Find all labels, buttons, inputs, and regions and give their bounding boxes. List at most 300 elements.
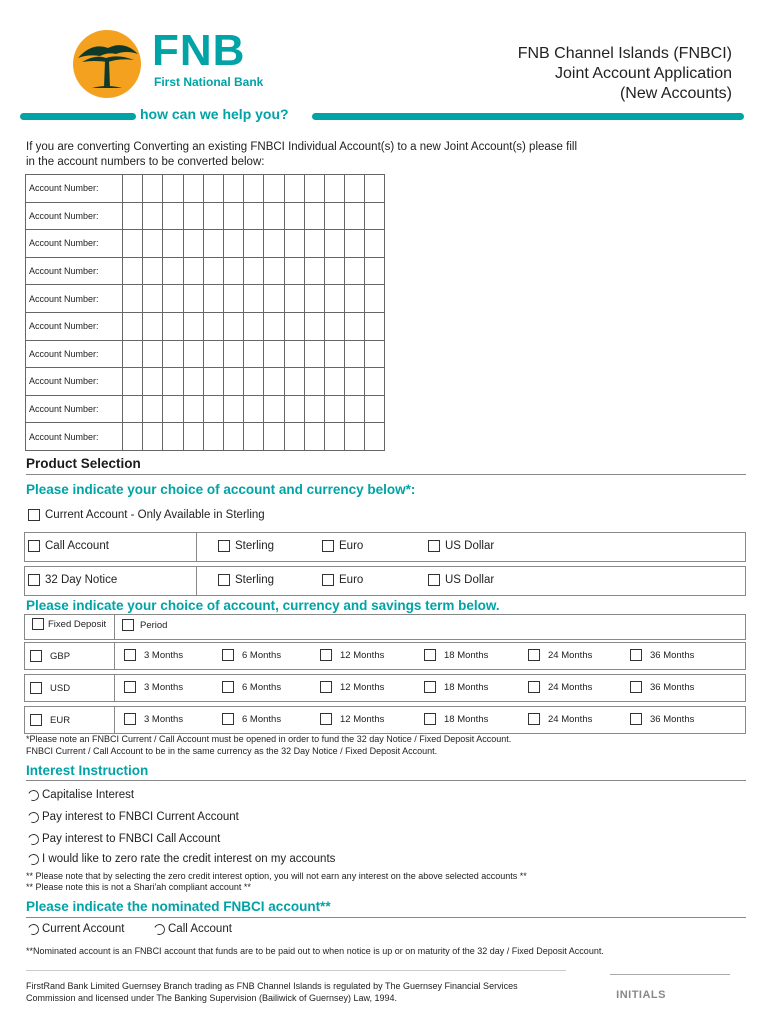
account-number-row	[26, 257, 385, 285]
savings-currency-option[interactable]	[30, 714, 70, 726]
account-digit-cell[interactable]	[284, 175, 304, 203]
call-usd-option[interactable]	[428, 540, 494, 552]
savings-term-option[interactable]	[222, 649, 281, 661]
checkbox[interactable]	[30, 682, 42, 694]
account-digit-cell[interactable]	[345, 423, 365, 451]
title-line-2: Joint Account Application	[554, 65, 732, 82]
account-digit-cell[interactable]	[143, 175, 163, 203]
period-option[interactable]	[122, 619, 167, 631]
checkbox[interactable]	[320, 713, 332, 725]
option-label: Call Account	[45, 540, 109, 552]
account-digit-cell[interactable]	[345, 312, 365, 340]
logo-subtext: First National Bank	[154, 75, 264, 89]
option-label: USD	[50, 682, 71, 694]
account-digit-cell[interactable]	[143, 423, 163, 451]
option-label: 32 Day Notice	[45, 574, 118, 586]
account-digit-cell[interactable]	[345, 368, 365, 396]
account-digit-cell[interactable]	[183, 312, 203, 340]
account-digit-cell[interactable]	[223, 175, 243, 203]
interest-heading: Interest Instruction	[26, 763, 149, 778]
account-digit-cell[interactable]	[183, 395, 203, 423]
account-digit-cell[interactable]	[183, 202, 203, 230]
account-digit-cell[interactable]	[143, 340, 163, 368]
account-digit-cell[interactable]	[203, 368, 223, 396]
divider	[196, 566, 197, 596]
account-digit-cell[interactable]	[123, 368, 143, 396]
radio-button[interactable]	[26, 788, 40, 802]
account-digit-cell[interactable]	[284, 202, 304, 230]
account-digit-cell[interactable]	[183, 257, 203, 285]
account-digit-cell[interactable]	[345, 230, 365, 258]
account-digit-cell[interactable]	[123, 230, 143, 258]
option-label: Sterling	[235, 574, 274, 586]
account-digit-cell[interactable]	[244, 368, 264, 396]
savings-term-option[interactable]	[424, 713, 488, 725]
option-label: 12 Months	[340, 649, 385, 661]
account-digit-cell[interactable]	[264, 285, 284, 313]
tagline: how can we help you?	[140, 106, 289, 122]
checkbox[interactable]	[528, 681, 540, 693]
option-label: 3 Months	[144, 713, 184, 725]
account-digit-cell[interactable]	[223, 230, 243, 258]
savings-note-2: FNBCI Current / Call Account to be in the same currency as the 32 Day Notice / Fixed Deposit Account.	[26, 746, 438, 756]
checkbox[interactable]	[320, 681, 332, 693]
checkbox[interactable]	[124, 649, 136, 661]
account-digit-cell[interactable]	[284, 257, 304, 285]
account-digit-cell[interactable]	[324, 285, 344, 313]
radio-button[interactable]	[26, 852, 40, 866]
account-digit-cell[interactable]	[304, 230, 324, 258]
checkbox[interactable]	[528, 649, 540, 661]
divider	[26, 970, 566, 971]
account-digit-cell[interactable]	[203, 312, 223, 340]
account-number-row	[26, 368, 385, 396]
fixed-deposit-option[interactable]	[32, 618, 106, 630]
savings-term-option[interactable]	[528, 713, 592, 725]
divider	[26, 780, 746, 781]
account-number-label: Account Number:	[26, 175, 123, 203]
product-subheading: Please indicate your choice of account and currency below*:	[26, 482, 416, 497]
savings-term-option[interactable]	[630, 681, 694, 693]
account-digit-cell[interactable]	[264, 368, 284, 396]
account-digit-cell[interactable]	[203, 340, 223, 368]
fnb-logo	[72, 28, 292, 100]
account-digit-cell[interactable]	[123, 175, 143, 203]
account-digit-cell[interactable]	[284, 340, 304, 368]
account-digit-cell[interactable]	[264, 312, 284, 340]
nominated-current-option[interactable]	[28, 923, 124, 935]
checkbox[interactable]	[222, 649, 234, 661]
savings-heading: Please indicate your choice of account, currency and savings term below.	[26, 598, 500, 613]
account-number-label: Account Number:	[26, 257, 123, 285]
account-number-row	[26, 230, 385, 258]
option-label: Sterling	[235, 540, 274, 552]
checkbox[interactable]	[28, 574, 40, 586]
account-number-label: Account Number:	[26, 230, 123, 258]
option-label: US Dollar	[445, 540, 495, 552]
account-digit-cell[interactable]	[345, 175, 365, 203]
checkbox[interactable]	[428, 574, 440, 586]
account-digit-cell[interactable]	[244, 395, 264, 423]
account-digit-cell[interactable]	[223, 285, 243, 313]
account-digit-cell[interactable]	[163, 257, 183, 285]
account-number-label: Account Number:	[26, 395, 123, 423]
account-digit-cell[interactable]	[365, 175, 385, 203]
call-account-option[interactable]	[28, 540, 109, 552]
interest-note-2: ** Please note this is not a Shari'ah compliant account **	[26, 882, 251, 892]
account-number-label: Account Number:	[26, 285, 123, 313]
savings-term-option[interactable]	[630, 713, 694, 725]
option-label: 18 Months	[444, 681, 489, 693]
savings-term-option[interactable]	[424, 649, 488, 661]
account-digit-cell[interactable]	[284, 423, 304, 451]
option-label: Pay interest to FNBCI Call Account	[42, 833, 221, 845]
checkbox[interactable]	[630, 649, 642, 661]
account-digit-cell[interactable]	[223, 312, 243, 340]
account-digit-cell[interactable]	[244, 257, 264, 285]
notice-account-row	[24, 566, 746, 596]
account-digit-cell[interactable]	[244, 175, 264, 203]
option-label: 36 Months	[650, 649, 695, 661]
account-digit-cell[interactable]	[284, 368, 304, 396]
checkbox[interactable]	[32, 618, 44, 630]
account-digit-cell[interactable]	[143, 257, 163, 285]
account-digit-cell[interactable]	[304, 312, 324, 340]
account-digit-cell[interactable]	[163, 368, 183, 396]
account-digit-cell[interactable]	[345, 340, 365, 368]
radio-button[interactable]	[26, 810, 40, 824]
account-digit-cell[interactable]	[143, 312, 163, 340]
interest-note-1: ** Please note that by selecting the zero credit interest option, you will not earn any interest on the above selected accounts **	[26, 871, 527, 881]
account-digit-cell[interactable]	[244, 312, 264, 340]
account-digit-cell[interactable]	[304, 202, 324, 230]
account-digit-cell[interactable]	[324, 395, 344, 423]
product-selection-heading: Product Selection	[26, 456, 141, 471]
footer-line-1: FirstRand Bank Limited Guernsey Branch trading as FNB Channel Islands is regulated by The Guernsey Financial Services	[26, 981, 518, 991]
account-digit-cell[interactable]	[123, 340, 143, 368]
account-digit-cell[interactable]	[223, 257, 243, 285]
account-digit-cell[interactable]	[223, 423, 243, 451]
account-digit-cell[interactable]	[183, 340, 203, 368]
notice-account-option[interactable]	[28, 574, 117, 586]
account-digit-cell[interactable]	[163, 230, 183, 258]
account-number-row	[26, 285, 385, 313]
account-digit-cell[interactable]	[304, 285, 324, 313]
account-digit-cell[interactable]	[183, 285, 203, 313]
divider	[114, 706, 115, 734]
account-digit-cell[interactable]	[304, 340, 324, 368]
account-digit-cell[interactable]	[304, 175, 324, 203]
option-label: 24 Months	[548, 713, 593, 725]
call-euro-option[interactable]	[322, 540, 363, 552]
option-label: 36 Months	[650, 681, 695, 693]
savings-term-option[interactable]	[320, 681, 384, 693]
account-digit-cell[interactable]	[345, 285, 365, 313]
nominated-heading: Please indicate the nominated FNBCI account**	[26, 899, 331, 914]
savings-term-option[interactable]	[320, 649, 384, 661]
account-digit-cell[interactable]	[365, 423, 385, 451]
checkbox[interactable]	[30, 650, 42, 662]
account-digit-cell[interactable]	[183, 368, 203, 396]
intro-text	[26, 140, 646, 170]
account-digit-cell[interactable]	[123, 312, 143, 340]
title-line-1: FNB Channel Islands (FNBCI)	[517, 45, 732, 62]
checkbox[interactable]	[428, 540, 440, 552]
savings-term-option[interactable]	[528, 649, 592, 661]
account-digit-cell[interactable]	[304, 395, 324, 423]
account-digit-cell[interactable]	[123, 395, 143, 423]
account-digit-cell[interactable]	[264, 175, 284, 203]
account-number-row	[26, 312, 385, 340]
radio-button[interactable]	[152, 922, 166, 936]
option-label: Call Account	[168, 923, 232, 935]
account-digit-cell[interactable]	[264, 340, 284, 368]
checkbox[interactable]	[122, 619, 134, 631]
account-digit-cell[interactable]	[345, 202, 365, 230]
account-digit-cell[interactable]	[284, 312, 304, 340]
account-digit-cell[interactable]	[284, 285, 304, 313]
savings-term-option[interactable]	[222, 681, 281, 693]
account-number-row	[26, 395, 385, 423]
option-label: 6 Months	[242, 681, 282, 693]
checkbox[interactable]	[222, 713, 234, 725]
account-digit-cell[interactable]	[365, 202, 385, 230]
savings-term-option[interactable]	[124, 681, 183, 693]
intro-line-1: If you are converting Converting an existing FNBCI Individual Account(s) to a new Joint Account(s) please fill	[26, 141, 577, 153]
account-digit-cell[interactable]	[264, 230, 284, 258]
notice-euro-option[interactable]	[322, 574, 363, 586]
intro-line-2: in the account numbers to be converted below:	[26, 156, 265, 168]
account-digit-cell[interactable]	[284, 230, 304, 258]
option-label: Pay interest to FNBCI Current Account	[42, 811, 239, 823]
radio-button[interactable]	[26, 832, 40, 846]
interest-option[interactable]	[28, 833, 220, 845]
form-title	[518, 44, 732, 104]
option-label: 18 Months	[444, 649, 489, 661]
nominated-note: **Nominated account is an FNBCI account that funds are to be paid out to when notice is up or on maturity of the 32 day / Fixed Deposit Account.	[26, 946, 604, 956]
savings-term-option[interactable]	[320, 713, 384, 725]
account-number-label: Account Number:	[26, 368, 123, 396]
account-digit-cell[interactable]	[143, 202, 163, 230]
checkbox[interactable]	[322, 574, 334, 586]
interest-option[interactable]	[28, 853, 335, 865]
savings-term-option[interactable]	[222, 713, 281, 725]
account-digit-cell[interactable]	[324, 257, 344, 285]
account-digit-cell[interactable]	[264, 423, 284, 451]
checkbox[interactable]	[528, 713, 540, 725]
account-digit-cell[interactable]	[223, 395, 243, 423]
savings-currency-option[interactable]	[30, 682, 70, 694]
checkbox[interactable]	[424, 713, 436, 725]
account-digit-cell[interactable]	[365, 368, 385, 396]
account-digit-cell[interactable]	[143, 368, 163, 396]
account-digit-cell[interactable]	[365, 230, 385, 258]
option-label: 6 Months	[242, 649, 282, 661]
checkbox[interactable]	[320, 649, 332, 661]
account-digit-cell[interactable]	[264, 202, 284, 230]
account-number-label: Account Number:	[26, 202, 123, 230]
account-digit-cell[interactable]	[143, 285, 163, 313]
checkbox[interactable]	[218, 574, 230, 586]
checkbox[interactable]	[218, 540, 230, 552]
divider	[114, 674, 115, 702]
account-digit-cell[interactable]	[183, 230, 203, 258]
option-label: 18 Months	[444, 713, 489, 725]
account-digit-cell[interactable]	[304, 257, 324, 285]
account-digit-cell[interactable]	[345, 395, 365, 423]
account-number-row	[26, 340, 385, 368]
account-digit-cell[interactable]	[223, 340, 243, 368]
savings-currency-option[interactable]	[30, 650, 70, 662]
account-digit-cell[interactable]	[223, 368, 243, 396]
footer-line-2: Commission and licensed under The Banking Supervision (Bailiwick of Guernsey) Law, 1994.	[26, 993, 398, 1003]
header-band-right	[312, 113, 744, 120]
account-number-row	[26, 202, 385, 230]
account-digit-cell[interactable]	[203, 423, 223, 451]
account-digit-cell[interactable]	[163, 423, 183, 451]
account-digit-cell[interactable]	[183, 175, 203, 203]
account-number-grid	[25, 174, 385, 451]
checkbox[interactable]	[30, 714, 42, 726]
account-digit-cell[interactable]	[163, 312, 183, 340]
account-digit-cell[interactable]	[203, 175, 223, 203]
account-digit-cell[interactable]	[324, 230, 344, 258]
checkbox[interactable]	[424, 681, 436, 693]
account-digit-cell[interactable]	[163, 285, 183, 313]
interest-option[interactable]	[28, 811, 239, 823]
account-digit-cell[interactable]	[324, 312, 344, 340]
account-digit-cell[interactable]	[203, 285, 223, 313]
account-digit-cell[interactable]	[284, 395, 304, 423]
option-label: Euro	[339, 574, 364, 586]
title-line-3: (New Accounts)	[619, 85, 732, 102]
account-digit-cell[interactable]	[163, 202, 183, 230]
account-digit-cell[interactable]	[365, 285, 385, 313]
option-label: Euro	[339, 540, 364, 552]
account-digit-cell[interactable]	[324, 423, 344, 451]
account-digit-cell[interactable]	[203, 257, 223, 285]
interest-option[interactable]	[28, 789, 134, 801]
notice-usd-option[interactable]	[428, 574, 494, 586]
option-label: 24 Months	[548, 649, 593, 661]
savings-note-1: *Please note an FNBCI Current / Call Account must be opened in order to fund the 32 day Notice / Fixed Deposit Account.	[26, 734, 512, 744]
checkbox[interactable]	[28, 509, 40, 521]
savings-term-option[interactable]	[124, 713, 183, 725]
option-label: 3 Months	[144, 681, 184, 693]
account-digit-cell[interactable]	[203, 230, 223, 258]
option-label: I would like to zero rate the credit interest on my accounts	[42, 853, 336, 865]
account-digit-cell[interactable]	[163, 340, 183, 368]
account-digit-cell[interactable]	[324, 202, 344, 230]
account-digit-cell[interactable]	[244, 230, 264, 258]
account-number-label: Account Number:	[26, 340, 123, 368]
checkbox[interactable]	[630, 681, 642, 693]
account-digit-cell[interactable]	[244, 202, 264, 230]
account-digit-cell[interactable]	[143, 395, 163, 423]
account-digit-cell[interactable]	[203, 395, 223, 423]
account-digit-cell[interactable]	[324, 175, 344, 203]
account-digit-cell[interactable]	[123, 423, 143, 451]
account-digit-cell[interactable]	[365, 257, 385, 285]
savings-term-option[interactable]	[124, 649, 183, 661]
account-digit-cell[interactable]	[264, 257, 284, 285]
account-digit-cell[interactable]	[264, 395, 284, 423]
initials-label: INITIALS	[616, 989, 666, 1001]
account-digit-cell[interactable]	[304, 368, 324, 396]
option-label: 36 Months	[650, 713, 695, 725]
account-digit-cell[interactable]	[365, 312, 385, 340]
checkbox[interactable]	[124, 713, 136, 725]
option-label: Current Account	[42, 923, 125, 935]
savings-term-option[interactable]	[528, 681, 592, 693]
account-digit-cell[interactable]	[123, 285, 143, 313]
option-label: Period	[140, 619, 168, 631]
account-digit-cell[interactable]	[163, 175, 183, 203]
option-label: 12 Months	[340, 713, 385, 725]
checkbox[interactable]	[424, 649, 436, 661]
nominated-call-option[interactable]	[154, 923, 232, 935]
checkbox[interactable]	[630, 713, 642, 725]
account-digit-cell[interactable]	[123, 257, 143, 285]
account-digit-cell[interactable]	[324, 340, 344, 368]
divider	[114, 614, 115, 640]
current-account-option[interactable]	[28, 509, 265, 521]
savings-term-option[interactable]	[630, 649, 694, 661]
checkbox[interactable]	[322, 540, 334, 552]
account-digit-cell[interactable]	[365, 395, 385, 423]
notice-sterling-option[interactable]	[218, 574, 274, 586]
option-label: 6 Months	[242, 713, 282, 725]
account-digit-cell[interactable]	[304, 423, 324, 451]
account-digit-cell[interactable]	[244, 340, 264, 368]
option-label: Capitalise Interest	[42, 789, 135, 801]
account-digit-cell[interactable]	[163, 395, 183, 423]
option-label: 3 Months	[144, 649, 184, 661]
account-digit-cell[interactable]	[183, 423, 203, 451]
checkbox[interactable]	[28, 540, 40, 552]
header-band-left	[20, 113, 136, 120]
account-digit-cell[interactable]	[365, 340, 385, 368]
checkbox[interactable]	[222, 681, 234, 693]
account-digit-cell[interactable]	[345, 257, 365, 285]
radio-button[interactable]	[26, 922, 40, 936]
option-label: GBP	[50, 650, 71, 662]
account-number-row	[26, 423, 385, 451]
account-digit-cell[interactable]	[324, 368, 344, 396]
account-number-label: Account Number:	[26, 423, 123, 451]
divider	[26, 474, 746, 475]
account-digit-cell[interactable]	[203, 202, 223, 230]
account-digit-cell[interactable]	[123, 202, 143, 230]
call-account-row	[24, 532, 746, 562]
option-label: 12 Months	[340, 681, 385, 693]
divider	[196, 532, 197, 562]
option-label: EUR	[50, 714, 71, 726]
checkbox[interactable]	[124, 681, 136, 693]
savings-term-option[interactable]	[424, 681, 488, 693]
logo-wordmark: FNB	[152, 26, 246, 75]
account-digit-cell[interactable]	[244, 423, 264, 451]
option-label: 24 Months	[548, 681, 593, 693]
option-label: US Dollar	[445, 574, 495, 586]
divider	[114, 642, 115, 670]
call-sterling-option[interactable]	[218, 540, 274, 552]
account-digit-cell[interactable]	[143, 230, 163, 258]
account-number-label: Account Number:	[26, 312, 123, 340]
account-digit-cell[interactable]	[244, 285, 264, 313]
account-digit-cell[interactable]	[223, 202, 243, 230]
option-label: Fixed Deposit	[48, 618, 107, 630]
